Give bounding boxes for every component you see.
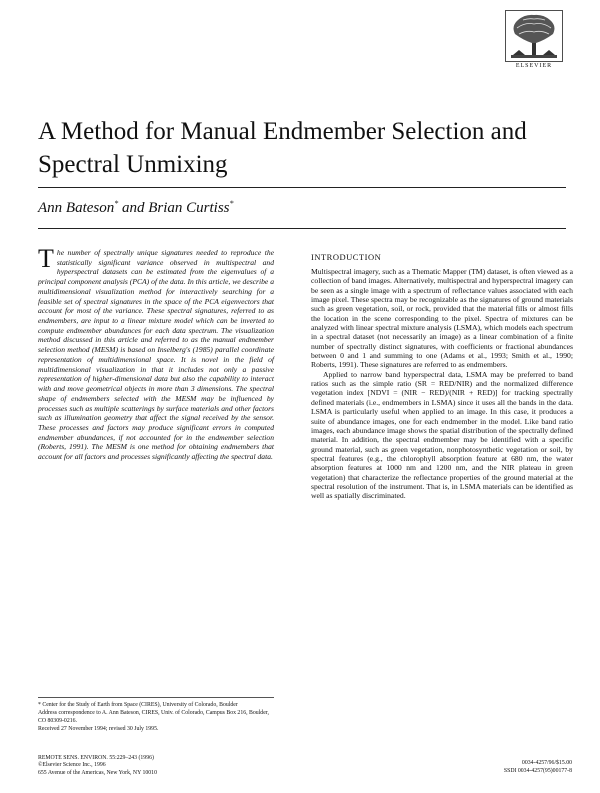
abstract [38,244,274,462]
issn-code: 0034-4257/96/$15.00 [521,760,572,766]
journal-info [38,755,274,777]
section-heading-introduction: INTRODUCTION [311,252,382,262]
publisher-logo [503,10,565,69]
introduction-paragraph: Multispectral imagery, such as a Thematic Mapper (TM) dataset, is often viewed as a collection of band images. Alternatively, multispectral and hyperspectral imagery can be seen as a single image with a spectrum of reflectance values associated with each image pixel. These spectra may be recognizable as the signatures of ground materials such as green vegetation, soil, or rock, provided that the material fills or almost fills the location in the scene corresponding to the pixel. Spectra of mixtures can be analyzed with linear spectral mixture analysis (LSMA), which models each spectrum in a spectral dataset (not necessarily an image) as a linear combination of a finite number of spectrally distinct signatures, with coefficients or fractional abundances between 0 and 1 and summing to one (Adams et al., 1993; Smith et al., 1990; Roberts, 1991). These signatures are referred to as endmembers. [311,267,573,370]
journal-citation: REMOTE SENS. ENVIRON. 55:229–243 (1996) [38,755,154,761]
author-name: Brian Curtiss [148,200,230,216]
authors-divider [38,228,566,229]
abstract-dropcap: T [38,244,54,273]
elsevier-tree-icon [505,10,563,62]
author-connector: and [122,200,145,216]
title-divider [38,187,566,188]
journal-copyright: ©Elsevier Science Inc., 1996 [38,762,106,769]
introduction-body [311,267,573,501]
introduction-paragraph: Applied to narrow band hyperspectral data, LSMA may be preferred to band ratios such as the simple ratio (SR = RED/NIR) and the normalized difference vegetation index [NDVI = (NIR − RED)/(NIR + RED)] for tracking spectrally defined materials (i.e., endmembers in LSMA) since it uses all the bands in the data. LSMA is particularly useful when applied to an image. In this case, it produces a suite of abundance images, one for each endmember in the model. Like band ratio images, each abundance image shows the spatial distribution of the spectrally defined material. In addition, the spectral endmember may be identified with a specific ground material, such as green vegetation, nonphotosynthetic vegetation or soil, by spectral features (e.g., the chlorophyll absorption feature at 680 nm, the water absorption features at 1000 nm and 1200 nm, and the NIR plateau in green vegetation) that characterize the reflectance properties of the ground material at the spectral resolution of the instrument. That is, in LSMA materials can be identified as well as spatially discriminated. [311,369,573,501]
article-codes [472,760,572,775]
author-affiliation-mark: * [229,199,234,208]
ssdi-code: SSDI 0034-4257(95)00177-8 [503,767,572,774]
article-title: A Method for Manual Endmember Selection and Spectral Unmixing [38,118,527,178]
author-name: Ann Bateson [38,200,115,216]
abstract-text: he number of spectrally unique signatures needed to reproduce the statistically significant variance observed in multispectral and hyperspectral datasets can be estimated from the eigenvalues of a principal component analysis (PCA) of the data. In this article, we describe a multidimensional visualization method for interactively searching for a feasible set of spectral signatures in the space of the PCA eigenvectors that account for most of the variance. These spectral signatures, referred to as endmembers, are input to a linear mixture model which can be inverted to compute endmember abundances for each data spectrum. The visualization method discussed in this article and referred to as the manual endmember selection method (MESM) is based on Inselberg's (1985) parallel coordinate representation of multidimensional space. It is novel in the field of multidimensional visualization in that it includes not only a passive representation of higher-dimensional data but also the capability to interact with and move geometrical objects in more than 3 dimensions. The spectral shape of endmembers selected with the MESM may be influenced by processes such as multiple scatterings by surface materials and other factors such as illumination geometry that affect the signal received by the sensor. These processes and factors may produce significant errors in computed endmember abundances, if not accounted for in the endmember selection (Roberts, 1991). The MESM is one method for obtaining endmembers that account for all factors and processes significantly affecting the spectral data. [38,248,274,462]
author-line [38,199,234,217]
footnote-received: Received 27 November 1994; revised 30 July 1995. [38,726,159,733]
footnote-correspondence: Address correspondence to A. Ann Bateson, CIRES, Univ. of Colorado, Campus Box 216, Boulder, CO 80309-0216. [38,710,269,724]
author-affiliation-mark: * [114,199,119,208]
footnotes [38,697,274,735]
publisher-name: ELSEVIER [515,63,553,69]
footnote-affiliation: * Center for the Study of Earth from Space (CIRES), University of Colorado, Boulder [38,702,238,708]
journal-address: 655 Avenue of the Americas, New York, NY 10010 [38,769,157,776]
